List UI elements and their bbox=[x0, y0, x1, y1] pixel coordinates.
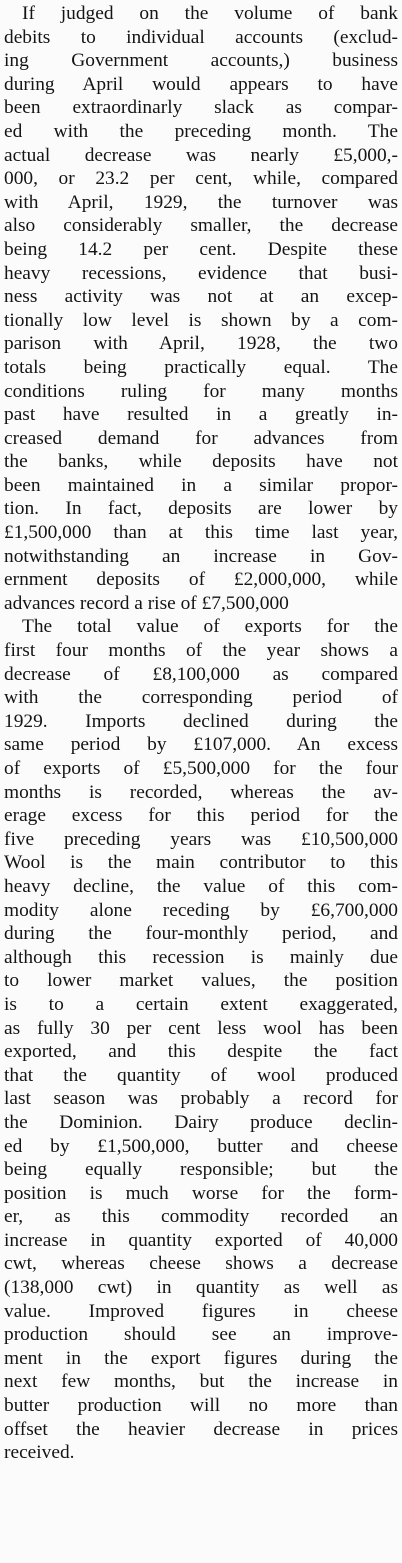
text-line: The total value of exports for the bbox=[22, 616, 398, 638]
text-line: heavy recessions, evidence that busi- bbox=[4, 262, 398, 284]
text-line: 1929. Imports declined during the bbox=[4, 710, 398, 732]
text-line: months is recorded, whereas the av- bbox=[4, 781, 398, 803]
text-line: past have resulted in a greatly in- bbox=[4, 404, 398, 426]
text-line: butter production will no more than bbox=[4, 1395, 398, 1417]
text-line: ness activity was not at an excep- bbox=[4, 286, 398, 308]
text-line: advances record a rise of £7,500,000 bbox=[4, 592, 289, 614]
text-line: received. bbox=[4, 1442, 75, 1464]
text-line: Wool is the main contributor to this bbox=[4, 852, 398, 874]
text-line: modity alone receding by £6,700,000 bbox=[4, 899, 398, 921]
text-line: (138,000 cwt) in quantity as well as bbox=[4, 1277, 398, 1299]
text-line: cwt, whereas cheese shows a decrease bbox=[4, 1253, 398, 1275]
text-line: position is much worse for the form- bbox=[4, 1182, 398, 1204]
text-line: during April would appears to have bbox=[4, 73, 398, 95]
text-line: next few months, but the increase in bbox=[4, 1371, 398, 1393]
text-line: tion. In fact, deposits are lower by bbox=[4, 498, 398, 520]
text-line: offset the heavier decrease in prices bbox=[4, 1418, 398, 1440]
text-line: ed with the preceding month. The bbox=[4, 120, 398, 142]
text-line: ed by £1,500,000, butter and cheese bbox=[4, 1135, 398, 1157]
text-line: 000, or 23.2 per cent, while, compared bbox=[4, 168, 398, 190]
text-line: first four months of the year shows a bbox=[4, 640, 398, 662]
text-line: as fully 30 per cent less wool has been bbox=[4, 1017, 398, 1039]
text-line: £1,500,000 than at this time last year, bbox=[4, 522, 398, 544]
paragraph-bank-debits bbox=[4, 2, 398, 615]
text-line: same period by £107,000. An excess bbox=[4, 734, 398, 756]
text-line: with the corresponding period of bbox=[4, 687, 398, 709]
text-line: also considerably smaller, the decrease bbox=[4, 215, 398, 237]
text-line: debits to individual accounts (exclud- bbox=[4, 26, 398, 48]
text-line: ernment deposits of £2,000,000, while bbox=[4, 569, 398, 591]
text-line: with April, 1929, the turnover was bbox=[4, 191, 398, 213]
text-line: last season was probably a record for bbox=[4, 1088, 398, 1110]
text-line: exported, and this despite the fact bbox=[4, 1041, 398, 1063]
text-line: during the four-monthly period, and bbox=[4, 923, 398, 945]
text-line: being 14.2 per cent. Despite these bbox=[4, 238, 398, 260]
text-line: conditions ruling for many months bbox=[4, 380, 398, 402]
text-line: If judged on the volume of bank bbox=[22, 3, 398, 24]
text-line: although this recession is mainly due bbox=[4, 946, 398, 968]
text-line: totals being practically equal. The bbox=[4, 356, 398, 378]
text-line: er, as this commodity recorded an bbox=[4, 1206, 398, 1228]
text-line: parison with April, 1928, the two bbox=[4, 333, 398, 355]
text-line: being equally responsible; but the bbox=[4, 1159, 398, 1181]
text-line: value. Improved figures in cheese bbox=[4, 1300, 398, 1322]
text-line: been maintained in a similar propor- bbox=[4, 474, 398, 496]
text-line: decrease of £8,100,000 as compared bbox=[4, 663, 398, 685]
text-line: creased demand for advances from bbox=[4, 427, 398, 449]
text-line: notwithstanding an increase in Gov- bbox=[4, 545, 398, 567]
text-line: the banks, while deposits have not bbox=[4, 451, 398, 473]
text-line: five preceding years was £10,500,000 bbox=[4, 828, 398, 850]
text-line: of exports of £5,500,000 for the four bbox=[4, 758, 398, 779]
text-line: actual decrease was nearly £5,000,- bbox=[4, 144, 398, 166]
text-line: heavy decline, the value of this com- bbox=[4, 875, 398, 897]
text-line: increase in quantity exported of 40,000 bbox=[4, 1229, 398, 1251]
text-line: tionally low level is shown by a com- bbox=[4, 309, 398, 331]
text-line: is to a certain extent exaggerated, bbox=[4, 993, 398, 1015]
text-line: to lower market values, the position bbox=[4, 970, 398, 992]
text-line: ment in the export figures during the bbox=[4, 1347, 398, 1369]
text-line: been extraordinarly slack as compar- bbox=[4, 97, 398, 119]
text-line: the Dominion. Dairy produce declin- bbox=[4, 1111, 398, 1133]
text-line: erage excess for this period for the bbox=[4, 805, 398, 827]
text-line: that the quantity of wool produced bbox=[4, 1064, 398, 1086]
text-line: ing Government accounts,) business bbox=[4, 50, 398, 72]
paragraph-exports bbox=[4, 615, 398, 1464]
text-line: production should see an improve- bbox=[4, 1324, 398, 1346]
